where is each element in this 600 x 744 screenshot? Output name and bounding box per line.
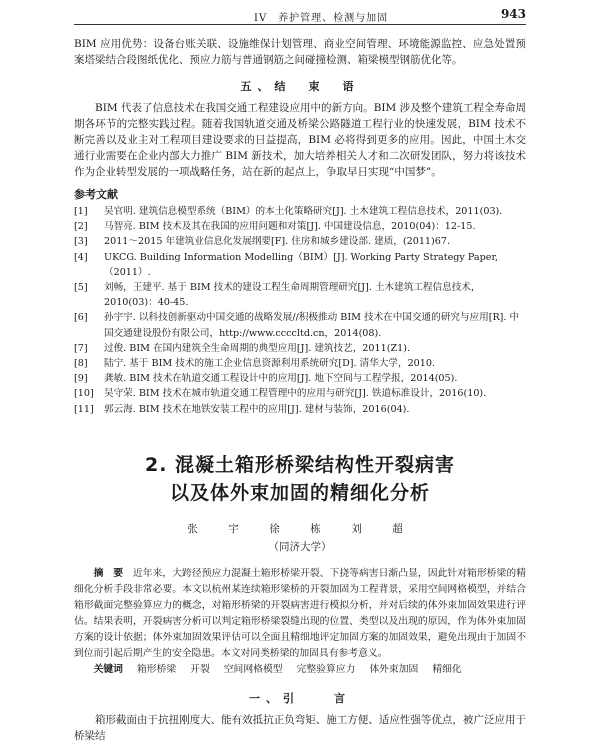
keyword: 精细化 [432,663,462,675]
abstract [74,566,526,662]
reference-item [74,234,526,249]
reference-number: [4] [74,251,88,263]
reference-item [74,310,526,340]
reference-text: 2011～2015 年建筑业信息化发展纲要[F]. 住房和城乡建设部. 建质，(2011)67. [104,236,451,248]
article-authors: 张 宇 徐 栋 刘 超 [187,522,413,535]
reference-number: [5] [74,282,88,294]
intro-heading: 一、引 言 [249,691,351,705]
reference-item [74,341,526,356]
conclusion-paragraph: BIM 代表了信息技术在我国交通工程建设应用中的新方向。BIM 涉及整个建筑工程全寿命周期各环节的完整实践过程。随着我国轨道交通及桥梁公路隧道工程行业的快速发展，BIM 技术不断完善以及业主对工程项目建设要求的日益提高，BIM 必将得到更多的应用。因此，中国土木交通行业需要在企业内部大力推广 BIM 新技术，加大培养相关人才和二次研发团队，努力将该技术作为企业转型发展的一项战略任务，站在新的起点上，争取早日实现“中国梦”。 [74,102,526,178]
keyword: 空间网格模型 [223,663,283,675]
conclusion-heading: 五、结 束 语 [240,80,360,93]
reference-text: 孙宇宇. 以科技创新驱动中国交通的战略发展//积极推动 BIM 技术在中国交通的研究与应用[R]. 中国交通建设股份有限公司，http://www.ccccltd.cn，2014(08). [104,312,520,339]
abstract-label: 摘 要 [93,567,124,579]
references-heading: 参考文献 [74,188,118,201]
reference-item [74,402,526,417]
keyword: 体外束加固 [369,663,419,675]
reference-list [74,204,526,417]
reference-item [74,250,526,280]
article-affiliation: （同济大学） [268,540,332,553]
reference-item [74,386,526,401]
previous-article-tail [74,36,526,744]
reference-item [74,204,526,219]
reference-text: 吴守荣. BIM 技术在城市轨道交通工程管理中的应用与研究[J]. 铁道标准设计，2016(10). [104,388,487,400]
reference-text: 郭云海. BIM 技术在地铁安装工程中的应用[J]. 建材与装饰，2016(04). [104,403,410,415]
keyword: 完整验算应力 [296,663,356,675]
reference-number: [9] [74,373,88,385]
reference-number: [10] [74,388,94,400]
article-title-line-2: 以及体外束加固的精细化分析 [169,481,430,504]
abstract-text: 近年来，大跨径预应力混凝土箱形桥梁开裂、下挠等病害日渐凸显，因此针对箱形桥梁的精细化分析手段非常必要。本文以杭州某连续箱形梁桥的开裂加固为工程背景，采用空间网格模型，并结合箱形截面完整验算应力的概念，对箱形桥梁的开裂病害进行模拟分析，并对后续的体外束加固效果进行评估。结果表明，开裂病害分析可以判定箱形桥梁裂缝出现的位置、类型以及出现的原因，作为体外束加固方案的设计依据；体外束加固效果评估可以全面且精细地评定加固方案的加固效果，避免出现由于加固不到位而引起后期产生的安全隐患。本文对同类桥梁的加固具有参考意义。 [74,567,526,659]
reference-text: 刘畅，王建平. 基于 BIM 技术的建设工程生命周期管理研究[J]. 土木建筑工程信息技术，2010(03)：40-45. [104,282,481,309]
reference-number: [1] [74,206,88,217]
reference-text: 龚敏. BIM 技术在轨道交通工程设计中的应用[J]. 地下空间与工程学报，2014(05). [104,373,458,385]
reference-number: [7] [74,342,88,354]
reference-number: [2] [74,221,88,233]
continuation-paragraph: BIM 应用优势：设备台账关联、设施维保计划管理、商业空间管理、环境能源监控、应急处置预案塔梁结合段图纸优化、预应力筋与普通钢筋之间碰撞检测、箱梁模型钢筋优化等。 [74,38,526,66]
reference-text: UKCG. Building Information Modelling（BIM）[J]. Working Party Strategy Paper,（2011）. [104,251,499,278]
reference-item [74,280,526,310]
reference-item [74,371,526,386]
reference-number: [11] [74,403,94,415]
keyword: 开裂 [190,663,210,675]
keywords [74,662,526,678]
running-header [74,6,526,25]
reference-item [74,356,526,371]
keywords-label: 关键词 [93,663,123,675]
reference-text: 马智亮. BIM 技术及其在我国的应用问题和对策[J]. 中国建设信息，2010(04)：12-15. [104,221,476,233]
intro-paragraph: 箱形截面由于抗扭刚度大、能有效抵抗正负弯矩、施工方便、适应性强等优点，被广泛应用于桥梁结 [74,713,526,742]
article-title-line-1: 2. 混凝土箱形桥梁结构性开裂病害 [144,453,456,476]
page-number: 943 [500,7,526,21]
reference-text: 陆宁. 基于 BIM 技术的施工企业信息资源利用系统研究[D]. 清华大学，2010. [104,358,436,370]
reference-item [74,219,526,234]
reference-number: [3] [74,236,88,248]
reference-number: [8] [74,358,88,370]
running-header-section: IV 养护管理、检测与加固 [254,13,389,24]
reference-number: [6] [74,312,88,324]
reference-text: 过俊. BIM 在国内建筑全生命周期的典型应用[J]. 建筑技艺，2011(Z1). [104,342,411,354]
keyword: 箱形桥梁 [136,663,177,675]
reference-text: 吴官明. 建筑信息模型系统（BIM）的本土化策略研究[J]. 土木建筑工程信息技术，2011(03). [104,206,503,217]
